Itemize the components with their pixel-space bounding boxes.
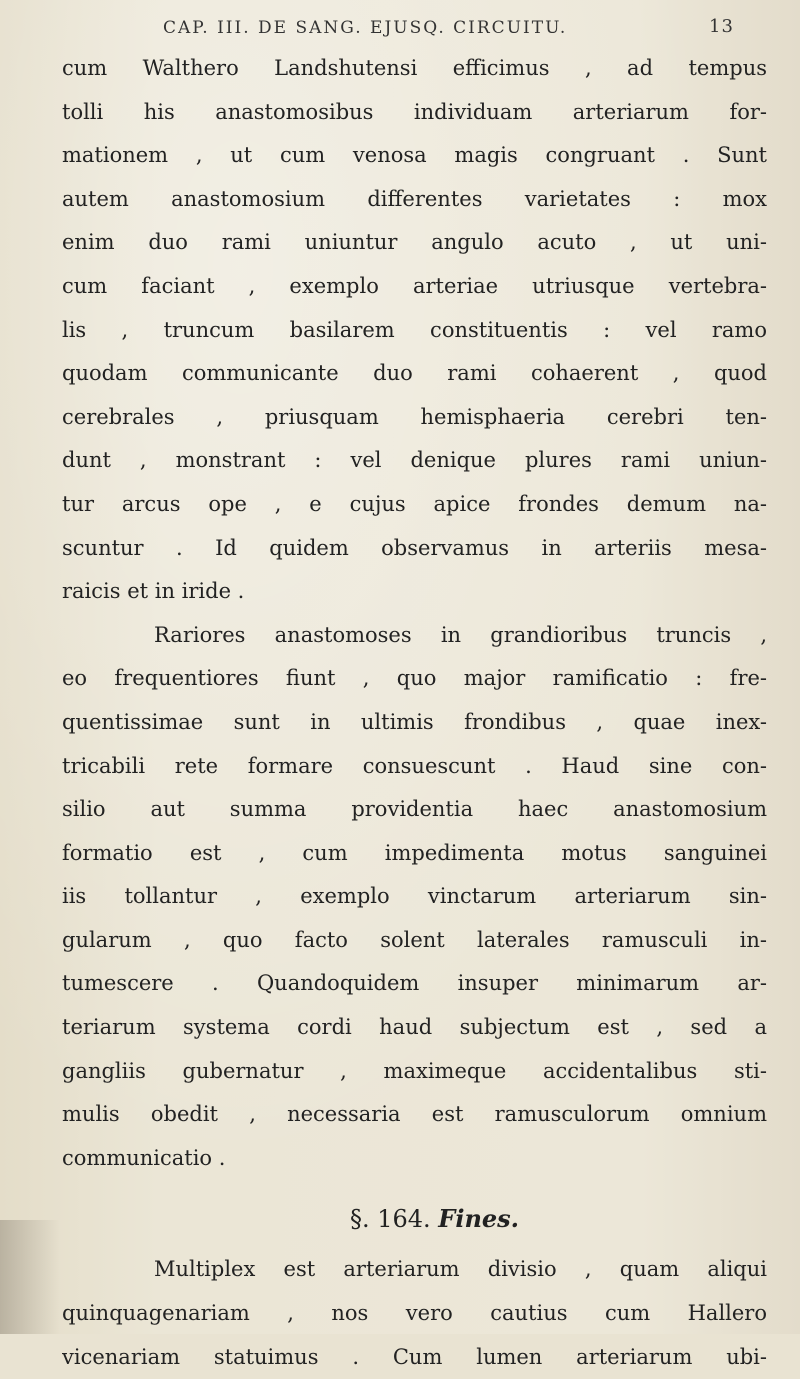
text-line: gangliis gubernatur , maximeque accidentalibus sti- <box>62 1058 767 1083</box>
page-edge-shadow <box>0 1220 60 1334</box>
section-title: Fines. <box>438 1204 520 1234</box>
text-line: vicenariam statuimus . Cum lumen arteriarum ubi- <box>62 1344 767 1369</box>
section-heading <box>62 1180 767 1248</box>
text-line: tumescere . Quandoquidem insuper minimarum ar- <box>62 971 767 996</box>
text-line: quodam communicante duo rami cohaerent , quod <box>62 361 767 386</box>
body-text <box>62 47 767 1379</box>
text-line: Rariores anastomoses in grandioribus truncis , <box>154 622 767 647</box>
section-number: §. 164. <box>349 1205 431 1234</box>
text-line: quentissimae sunt in ultimis frondibus , quae inex- <box>62 709 767 734</box>
text-line: autem anastomosium differentes varietates : mox <box>62 186 767 211</box>
text-line: mationem , ut cum venosa magis congruant . Sunt <box>62 143 767 168</box>
running-title: CAP. III. DE SANG. EJUSQ. CIRCUITU. <box>163 18 568 38</box>
text-line: enim duo rami uniuntur angulo acuto , ut uni- <box>62 230 767 255</box>
text-line: formatio est , cum impedimenta motus sanguinei <box>62 840 767 865</box>
page-number: 13 <box>709 16 734 37</box>
text-line: tricabili rete formare consuescunt . Haud sine con- <box>62 753 767 778</box>
text-line: scuntur . Id quidem observamus in arteriis mesa- <box>62 535 767 560</box>
text-line: mulis obedit , necessaria est ramusculorum omnium <box>62 1102 767 1127</box>
text-line: silio aut summa providentia haec anastomosium <box>62 797 767 822</box>
text-line: Multiplex est arteriarum divisio , quam aliqui <box>154 1257 767 1282</box>
text-line: lis , truncum basilarem constituentis : vel ramo <box>62 317 767 342</box>
text-line: eo frequentiores fiunt , quo major ramificatio : fre- <box>62 666 767 691</box>
running-head <box>163 18 763 44</box>
text-line: tur arcus ope , e cujus apice frondes demum na- <box>62 491 767 516</box>
text-line: gularum , quo facto solent laterales ramusculi in- <box>62 927 767 952</box>
text-line: cerebrales , priusquam hemisphaeria cerebri ten- <box>62 404 767 429</box>
text-line: dunt , monstrant : vel denique plures rami uniun- <box>62 448 767 473</box>
text-line: cum Walthero Landshutensi efficimus , ad tempus <box>62 56 767 80</box>
text-line: iis tollantur , exemplo vinctarum arteriarum sin- <box>62 884 767 909</box>
text-line: communicatio . <box>62 1145 226 1170</box>
text-line: quinquagenariam , nos vero cautius cum Hallero <box>62 1301 767 1326</box>
text-line: raicis et in iride . <box>62 579 245 604</box>
text-line: tolli his anastomosibus individuam arteriarum for- <box>62 99 767 124</box>
text-line: cum faciant , exemplo arteriae utriusque vertebra- <box>62 273 767 298</box>
text-line: teriarum systema cordi haud subjectum est , sed a <box>62 1015 767 1040</box>
